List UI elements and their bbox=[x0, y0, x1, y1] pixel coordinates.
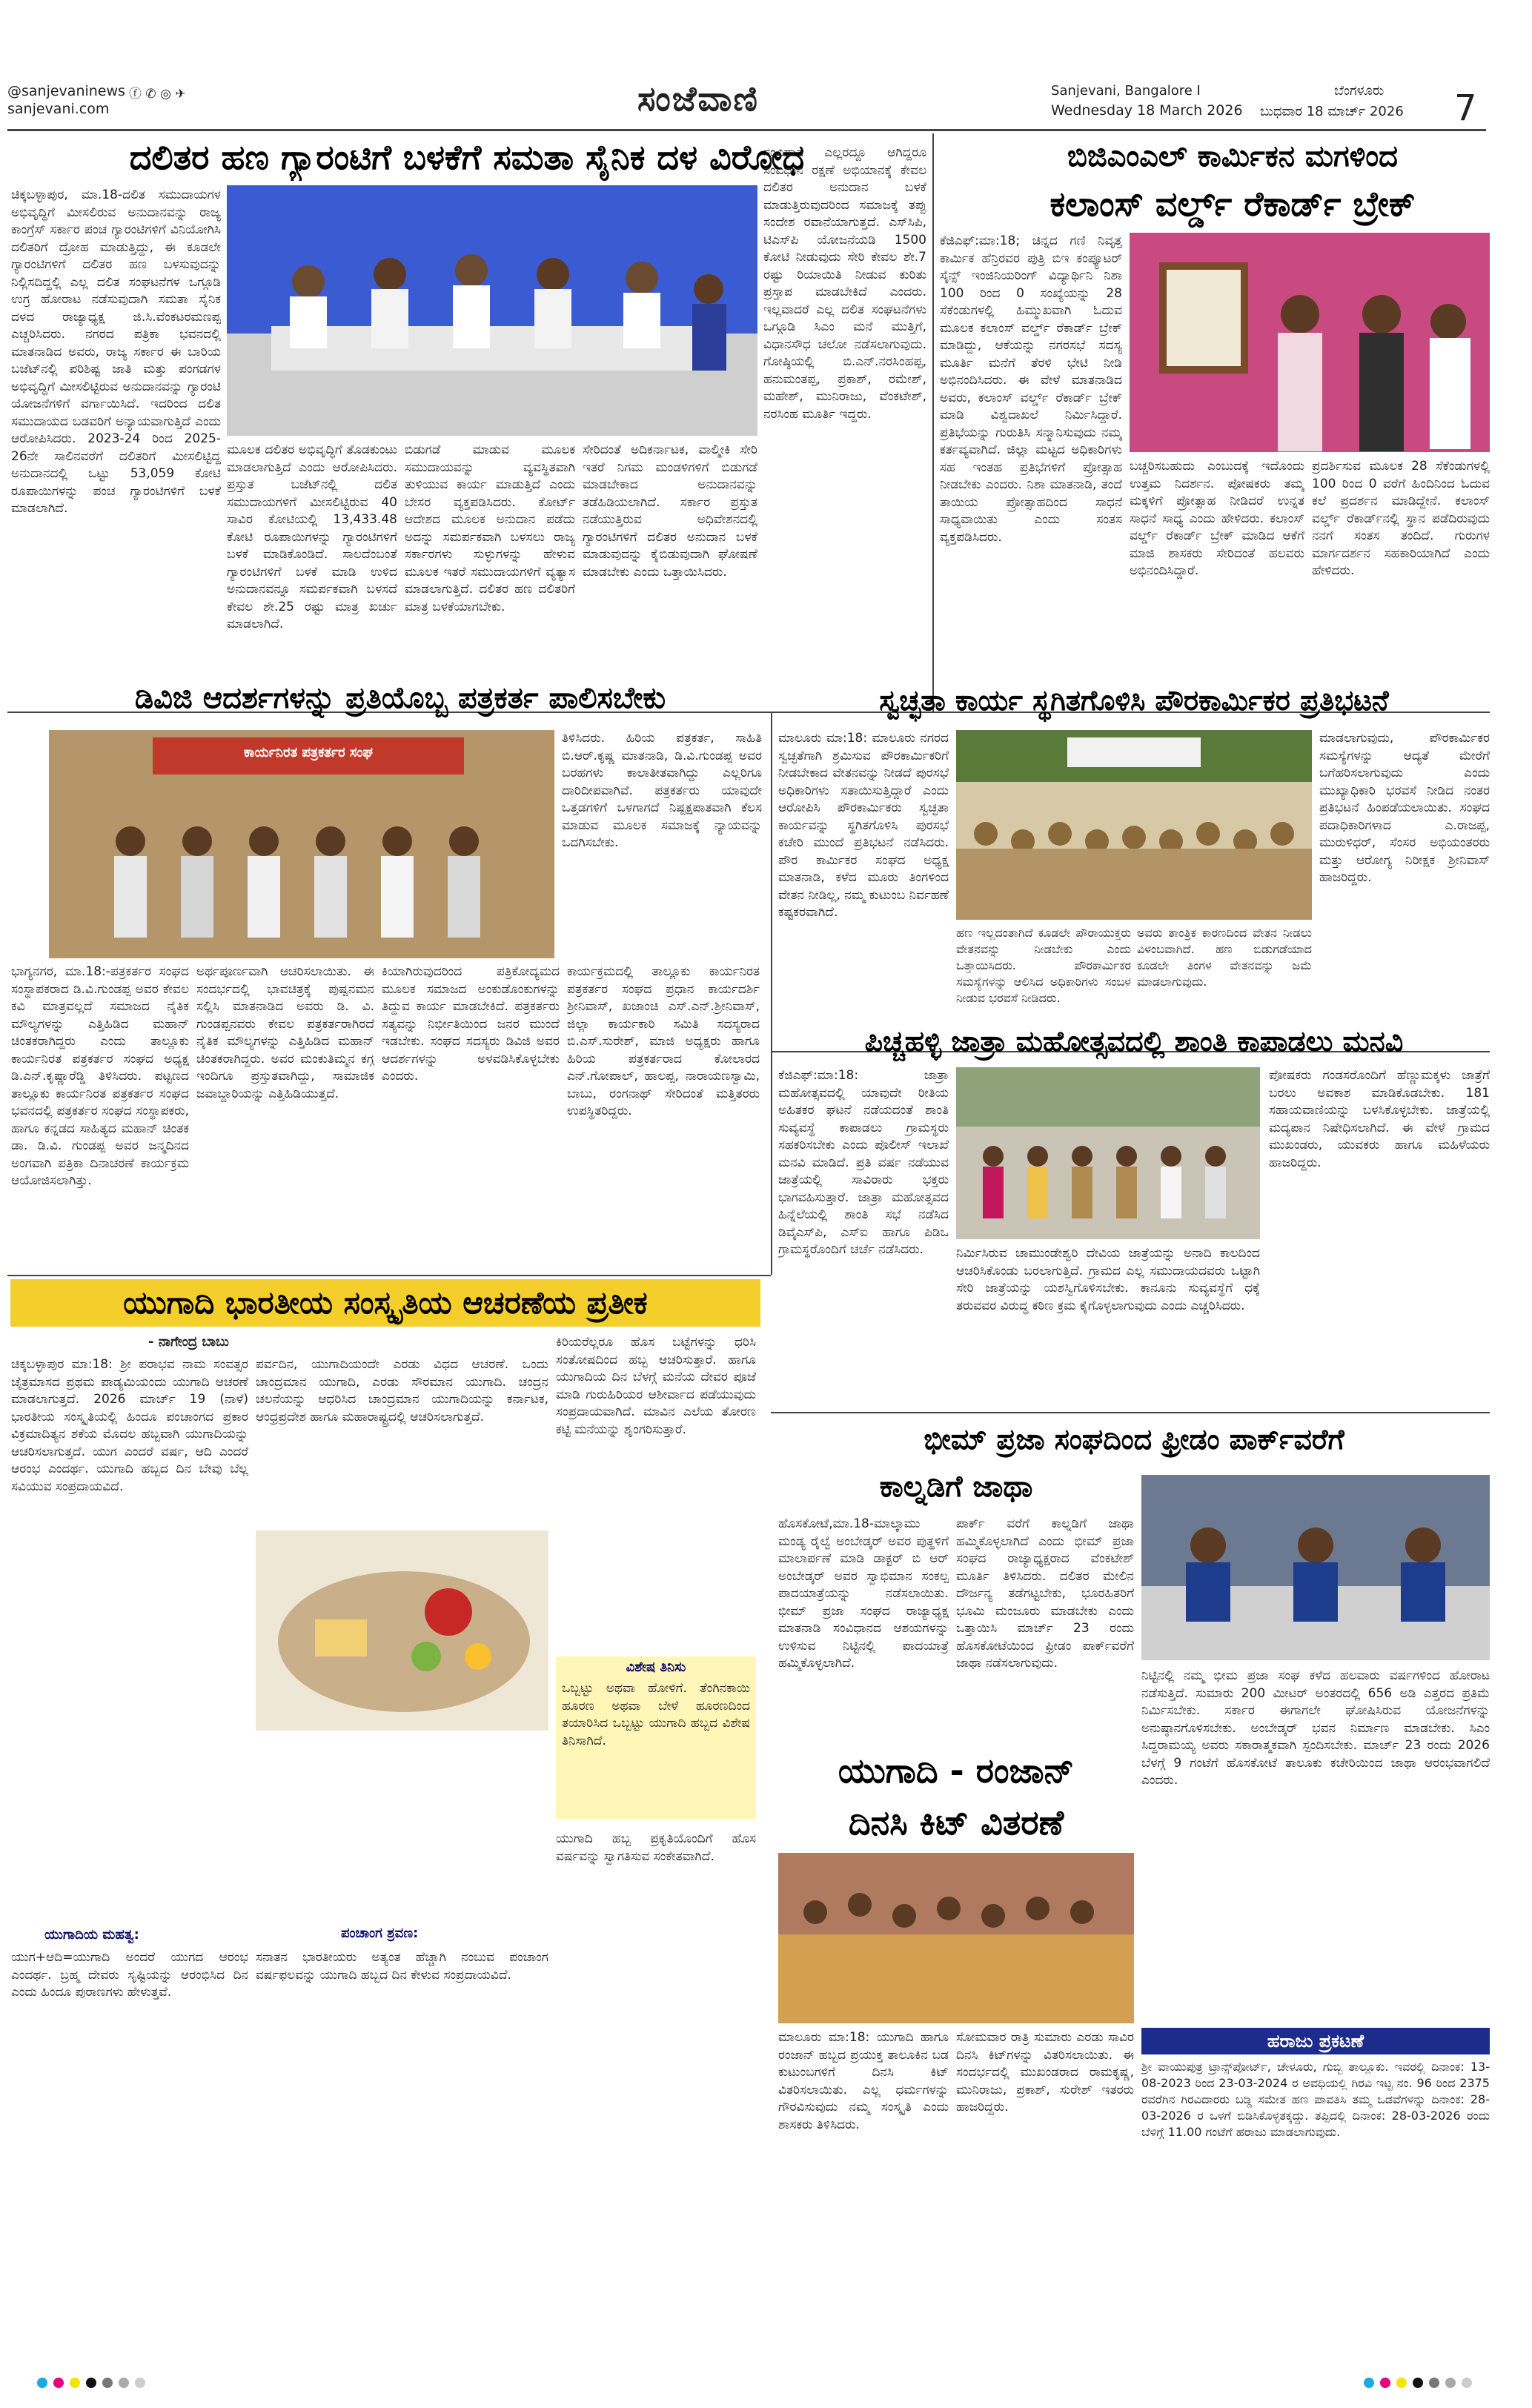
special-box-title: ವಿಶೇಷ ತಿನಿಸು bbox=[626, 1659, 686, 1675]
world-record-col-a: ಬಚ್ಚರಿಸಬಹುದು ಎಂಬುದಕ್ಕೆ ಇದೊಂದು ಉತ್ತಮ ನಿದರ್ಶನ. ಪೋಷಕರು ತಮ್ಮ ಮಕ್ಕಳಿಗೆ ಪ್ರೋತ್ಸಾಹ ನೀಡಿದರೆ ಉನ್ನತ ಸಾಧನೆ ಸಾಧ್ಯ ಎಂದು ಹೇಳಿದರು. ಕಲಾಂಸ್ ವರ್ಲ್ಡ್ ರೆಕಾರ್ಡ್ ಬ್ರೇಕ್ ಮಾಡಿದ ಆಕೆಗೆ ಮಾಜಿ ಶಾಸಕರು ಸೇರಿದಂತೆ ಹಲವರು ಅಭಿನಂದಿಸಿದ್ದಾರೆ. bbox=[1130, 459, 1304, 578]
yugadi-col2: ಕಿರಿಯರೆಲ್ಲರೂ ಹೊಸ ಬಟ್ಟೆಗಳನ್ನು ಧರಿಸಿ ಸಂತೋಷದಿಂದ ಹಬ್ಬ ಆಚರಿಸುತ್ತಾರೆ. ಹಾಗೂ ಯುಗಾದಿಯ ದಿನ ಬೆಳಗ್ಗೆ ಮನೆಯ ದೇವರ ಪೂಜೆ ಮಾಡಿ ಗುರುಹಿರಿಯರ ಆಶೀರ್ವಾದ ಪಡೆಯುವುದು ಸಂಪ್ರದಾಯವಾಗಿದೆ. ಮಾವಿನ ಎಲೆಯ ತೋರಣ ಕಟ್ಟಿ ಮನೆಯನ್ನು ಶೃಂಗರಿಸುತ್ತಾರೆ. bbox=[556, 1335, 756, 1437]
photo-ramzan bbox=[778, 1853, 1134, 2023]
headline-samata: ದಲಿತರ ಹಣ ಗ್ಯಾರಂಟಿಗೆ ಬಳಕೆಗೆ ಸಮತಾ ಸೈನಿಕ ದಳ ವಿರೋಧ bbox=[129, 137, 805, 177]
swachhata-caption-2: ಅವರು ತಾಂತ್ರಿಕ ಕಾರಣದಿಂದ ವೇತನ ನೀಡಲು ವಿಳಂಬವಾಗಿದೆ. ಹಣ ಬಿಡುಗಡೆಯಾದ ಕೂಡಲೇ ತಿಂಗಳ ವೇತನವನ್ನು ಜಮೆ ಮಾಡಲಾಗುವುದು. bbox=[1137, 926, 1312, 989]
masthead-rule bbox=[7, 129, 1486, 131]
color-dot bbox=[70, 2378, 80, 2388]
photo-pichchahalli bbox=[956, 1067, 1260, 1239]
headline-swachhata: ಸ್ವಚ್ಛತಾ ಕಾರ್ಯ ಸ್ಥಗಿತಗೊಳಿಸಿ ಪೌರಕಾರ್ಮಿಕರ ಪ್ರತಿಭಟನೆ bbox=[879, 684, 1389, 717]
photo-samata-press bbox=[227, 185, 757, 436]
yugadi-bottom-mid: ಸನಾತನ ಭಾರತೀಯರು ಅತ್ಯಂತ ಹೆಚ್ಚಾಗಿ ನಂಬುವ ಪಂಚಾಂಗ ವರ್ಷಫಲವನ್ನು ಯುಗಾದಿ ಹಬ್ಬದ ದಿನ ಕೇಳುವ ಸಂಪ್ರದಾಯವಿದೆ. bbox=[256, 1950, 548, 1983]
color-dot bbox=[1396, 2378, 1407, 2388]
photo-world-record bbox=[1130, 233, 1490, 452]
dvg-body-right: ತಿಳಿಸಿದರು. ಹಿರಿಯ ಪತ್ರಕರ್ತ, ಸಾಹಿತಿ ಬಿ.ಆರ್.ಕೃಷ್ಣ ಮಾತನಾಡಿ, ಡಿ.ವಿ.ಗುಂಡಪ್ಪ ಅವರ ಬರಹಗಳು ಕಾಲಾತೀತವಾಗಿದ್ದು ಎಲ್ಲರಿಗೂ ದಾರಿದೀಪವಾಗಿವೆ. ಪತ್ರಕರ್ತರು ಯಾವುದೇ ಒತ್ತಡಗಳಿಗೆ ಒಳಗಾಗದೆ ನಿಷ್ಪಕ್ಷಪಾತವಾಗಿ ಕೆಲಸ ಮಾಡುವ ಮೂಲಕ ಸಮಾಜಕ್ಕೆ ನ್ಯಾಯವನ್ನು ಒದಗಿಸಬೇಕು. bbox=[562, 731, 762, 850]
twitter-icon[interactable]: ✈ bbox=[175, 87, 186, 102]
byline-yugadi: - ನಾಗೇಂದ್ರ ಬಾಬು bbox=[148, 1334, 229, 1350]
yugadi-importance-title: ಯುಗಾದಿಯ ಮಹತ್ವ: bbox=[44, 1927, 139, 1943]
instagram-icon[interactable]: ◎ bbox=[160, 87, 171, 102]
social-handle: @sanjevaninews bbox=[7, 83, 125, 99]
festival-plate-photo-art bbox=[256, 1530, 548, 1731]
color-dot bbox=[53, 2378, 64, 2388]
samata-col1: ಚಿಕ್ಕಬಳ್ಳಾಪುರ, ಮಾ.18-ದಲಿತ ಸಮುದಾಯಗಳ ಅಭಿವೃದ್ಧಿಗೆ ಮೀಸಲಿರುವ ಅನುದಾನವನ್ನು ರಾಜ್ಯ ಕಾಂಗ್ರೆಸ್ ಸರ್ಕಾರ ಪಂಚ ಗ್ಯಾರಂಟಿಗಳಿಗೆ ವಿನಿಯೋಗಿಸಿ ದಲಿತರಿಗೆ ದ್ರೋಹ ಮಾಡುತ್ತಿದ್ದು, ಈ ಕೂಡಲೇ ಗ್ಯಾರಂಟಿಗಳಿಗೆ ದಲಿತರ ಹಣ ಬಳಸುವುದನ್ನು ನಿಲ್ಲಿಸದಿದ್ದಲ್ಲಿ ಎಲ್ಲ ದಲಿತ ಸಂಘಟನೆಗಳ ಒಗ್ಗೂಡಿ ಉಗ್ರ ಹೋರಾಟ ನಡೆಸುವುದಾಗಿ ಸಮತಾ ಸೈನಿಕ ದಳದ ರಾಜ್ಯಾಧ್ಯಕ್ಷ ಜಿ.ಸಿ.ವೆಂಕಟರಮಣಪ್ಪ ಎಚ್ಚರಿಸಿದರು. ನಗರದ ಪತ್ರಿಕಾ ಭವನದಲ್ಲಿ ಮಾತನಾಡಿದ ಅವರು, ರಾಜ್ಯ ಸರ್ಕಾರ ಈ ಬಾರಿಯ ಬಜೆಟ್‌ನಲ್ಲಿ ಪರಿಶಿಷ್ಟ ಜಾತಿ ಮತ್ತು ಪಂಗಡಗಳ ಅಭಿವೃದ್ಧಿಗೆ ಮೀಸಲಿಟ್ಟಿರುವ ಅನುದಾನವನ್ನು ಗ್ಯಾರಂಟಿ ಯೋಜನೆಗಳಿಗೆ ವರ್ಗಾಯಿಸಿದೆ. ಇದರಿಂದ ದಲಿತ ಸಮುದಾಯದ ಬಡವರಿಗೆ ಅನ್ಯಾಯವಾಗುತ್ತಿದೆ ಎಂದು ಆರೋಪಿಸಿದರು. 2023-24 ರಿಂದ 2025-26ನೇ ಸಾಲಿನವರೆಗೆ ದಲಿತರಿಗೆ ಮೀಸಲಿಟ್ಟಿದ್ದ ಅನುದಾನದಲ್ಲಿ ಒಟ್ಟು 53,059 ಕೋಟಿ ರೂಪಾಯಿಗಳನ್ನು ಪಂಚ ಗ್ಯಾರಂಟಿಗಳಿಗೆ ಬಳಕೆ ಮಾಡಲಾಗಿದೆ. bbox=[11, 188, 221, 516]
color-dot bbox=[37, 2378, 47, 2388]
site-url[interactable]: sanjevani.com bbox=[7, 101, 110, 117]
divider-vertical-mid bbox=[771, 712, 772, 1275]
pichchahalli-col2: ನಿರ್ಮಿಸಿರುವ ಚಾಮುಂಡೇಶ್ವರಿ ದೇವಿಯ ಜಾತ್ರೆಯನ್ನು ಅನಾದಿ ಕಾಲದಿಂದ ಆಚರಿಸಿಕೊಂಡು ಬರಲಾಗುತ್ತಿದೆ. ಗ್ರಾಮದ ಎಲ್ಲ ಸಮುದಾಯದವರು ಒಟ್ಟಾಗಿ ಸೇರಿ ಜಾತ್ರೆಯನ್ನು ಯಶಸ್ವಿಗೊಳಿಸಬೇಕು. ಕಾನೂನು ಸುವ್ಯವಸ್ಥೆಗೆ ಧಕ್ಕೆ ತರುವವರ ವಿರುದ್ಧ ಕಠಿಣ ಕ್ರಮ ಕೈಗೊಳ್ಳಲಾಗುವುದು ಎಂದು ಎಚ್ಚರಿಸಿದರು. bbox=[956, 1246, 1260, 1313]
color-dot bbox=[102, 2378, 113, 2388]
dvg-col2: ಅರ್ಥಪೂರ್ಣವಾಗಿ ಆಚರಿಸಲಾಯಿತು. ಈ ಸಂದರ್ಭದಲ್ಲಿ ಭಾವಚಿತ್ರಕ್ಕೆ ಪುಷ್ಪನಮನ ಸಲ್ಲಿಸಿ ಮಾತನಾಡಿದ ಅವರು ಡಿ. ವಿ. ಗುಂಡಪ್ಪನವರು ಕೇವಲ ಪತ್ರಕರ್ತರಾಗಿರದೆ ನೈತಿಕ ಮೌಲ್ಯಗಳನ್ನು ಎತ್ತಿಹಿಡಿದ ಮಹಾನ್ ಚಿಂತಕರಾಗಿದ್ದರು. ಅವರ ಮಂಕುತಿಮ್ಮನ ಕಗ್ಗ ಇಂದಿಗೂ ಪ್ರಸ್ತುತವಾಗಿದ್ದು, ಸಾಮಾಜಿಕ ಜವಾಬ್ದಾರಿಯನ್ನು ಎತ್ತಿಹಿಡಿಯುತ್ತದೆ. bbox=[196, 964, 374, 1101]
color-dot bbox=[1364, 2378, 1374, 2388]
headline-dvg: ಡಿವಿಜಿ ಆದರ್ಶಗಳನ್ನು ಪ್ರತಿಯೊಬ್ಬ ಪತ್ರಕರ್ತ ಪಾಲಿಸಬೇಕು bbox=[134, 681, 666, 715]
pichchahalli-col1: ಕೆಜಿಎಫ್:ಮಾ:18: ಜಾತ್ರಾ ಮಹೋತ್ಸವದಲ್ಲಿ ಯಾವುದೇ ರೀತಿಯ ಅಹಿತಕರ ಘಟನೆ ನಡೆಯದಂತೆ ಶಾಂತಿ ಸುವ್ಯವಸ್ಥೆ ಕಾಪಾಡಲು ಗ್ರಾಮಸ್ಥರು ಸಹಕರಿಸಬೇಕು ಎಂದು ಪೊಲೀಸ್ ಇಲಾಖೆ ಮನವಿ ಮಾಡಿದೆ. ಪ್ರತಿ ವರ್ಷ ನಡೆಯುವ ಜಾತ್ರೆಯಲ್ಲಿ ಸಾವಿರಾರು ಭಕ್ತರು ಭಾಗವಹಿಸುತ್ತಾರೆ. ಜಾತ್ರಾ ಮಹೋತ್ಸವದ ಹಿನ್ನೆಲೆಯಲ್ಲಿ ಶಾಂತಿ ಸಭೆ ನಡೆಸಿದ ಡಿವೈಎಸ್‌ಪಿ, ಎಸ್‌ಐ ಹಾಗೂ ಪಿಡಿಒ ಗ್ರಾಮಸ್ಥರೊಂದಿಗೆ ಚರ್ಚೆ ನಡೆಸಿದರು. bbox=[778, 1068, 949, 1257]
press-meet-photo-art bbox=[227, 185, 757, 436]
edition-label: Sanjevani, Bangalore I bbox=[1051, 83, 1201, 99]
photo-dvg-event bbox=[49, 730, 554, 958]
headline-bhim-1: ಭೀಮ್ ಪ್ರಜಾ ಸಂಘದಿಂದ ಫ್ರೀಡಂ ಪಾರ್ಕ್‌ವರೆಗೆ bbox=[923, 1423, 1344, 1456]
color-dot bbox=[119, 2378, 129, 2388]
peace-meeting-photo-art bbox=[956, 1067, 1260, 1239]
yugadi-bottom-left: ಯುಗ+ಆದಿ=ಯುಗಾದಿ ಅಂದರೆ ಯುಗದ ಆರಂಭ ಎಂದರ್ಥ. ಬ್ರಹ್ಮ ದೇವರು ಸೃಷ್ಟಿಯನ್ನು ಆರಂಭಿಸಿದ ದಿನ ಎಂದು ಹಿಂದೂ ಪುರಾಣಗಳು ಹೇಳುತ್ತವೆ. bbox=[11, 1950, 248, 2000]
date-english: Wednesday 18 March 2026 bbox=[1051, 102, 1243, 119]
bhim-col2: ಪಾರ್ಕ್ ವರೆಗೆ ಕಾಲ್ನಡಿಗೆ ಜಾಥಾ ಹಮ್ಮಿಕೊಳ್ಳಲಾಗಿದೆ ಎಂದು ಭೀಮ್ ಪ್ರಜಾ ಸಂಘದ ರಾಜ್ಯಾಧ್ಯಕ್ಷರಾದ ವೆಂಕಟೇಶ್ ಮೂರ್ತಿ ತಿಳಿಸಿದರು. ದಲಿತರ ಮೇಲಿನ ದೌರ್ಜನ್ಯ ತಡೆಗಟ್ಟಬೇಕು, ಭೂರಹಿತರಿಗೆ ಭೂಮಿ ಮಂಜೂರು ಮಾಡಬೇಕು ಎಂದು ಒತ್ತಾಯಿಸಿ ಮಾರ್ಚ್ 23 ರಂದು ಹೊಸಕೋಟೆಯಿಂದ ಫ್ರೀಡಂ ಪಾರ್ಕ್‌ವರೆಗೆ ಜಾಥಾ ನಡೆಸಲಾಗುವುದು. bbox=[956, 1516, 1134, 1671]
workers-protest-photo-art bbox=[956, 730, 1312, 920]
headline-bhim-2: ಕಾಲ್ನಡಿಗೆ ಜಾಥಾ bbox=[879, 1470, 1033, 1504]
photo-swachhata bbox=[956, 730, 1312, 920]
color-dot bbox=[1429, 2378, 1439, 2388]
bhim-col3: ನಿಟ್ಟಿನಲ್ಲಿ ನಮ್ಮ ಭೀಮ ಪ್ರಜಾ ಸಂಘ ಕಳೆದ ಹಲವಾರು ವರ್ಷಗಳಿಂದ ಹೋರಾಟ ನಡೆಸುತ್ತಿದೆ. ಸುಮಾರು 200 ಮೀಟರ್ ಅಂತರದಲ್ಲಿ 656 ಅಡಿ ಎತ್ತರದ ಪ್ರತಿಮೆ ನಿರ್ಮಿಸಬೇಕು. ಸರ್ಕಾರ ಈಗಾಗಲೇ ಘೋಷಿಸಿರುವ ಯೋಜನೆಗಳನ್ನು ಅನುಷ್ಠಾನಗೊಳಿಸಬೇಕು. ಅಂಬೇಡ್ಕರ್ ಭವನ ನಿರ್ಮಾಣ ಮಾಡಬೇಕು. ಸಿಎಂ ಸಿದ್ದರಾಮಯ್ಯ ಅವರು ಸಕಾರಾತ್ಮಕವಾಗಿ ಸ್ಪಂದಿಸಬೇಕು. ಮಾರ್ಚ್ 23 ರಂದು 2026 ಬೆಳಗ್ಗೆ 9 ಗಂಟೆಗೆ ಹೊಸಕೋಟೆ ತಾಲೂಕು ಕಚೇರಿಯಿಂದ ಜಾಥಾ ಆರಂಭವಾಗಲಿದೆ ಎಂದರು. bbox=[1141, 1668, 1490, 1788]
notice-title: ಹರಾಜು ಪ್ರಕಟಣೆ bbox=[1141, 2028, 1490, 2054]
color-dot bbox=[1462, 2378, 1472, 2388]
swachhata-caption: ಹಣ ಇಲ್ಲದಂತಾಗಿದೆ ಕೂಡಲೇ ಪೌರಾಯುಕ್ತರು ವೇತನವನ್ನು ನೀಡಬೇಕು ಎಂದು ಒತ್ತಾಯಿಸಿದರು. ಪೌರಕಾರ್ಮಿಕರ ಸಮಸ್ಯೆಗಳನ್ನು ಆಲಿಸಿದ ಅಧಿಕಾರಿಗಳು ಸಂಬಳ ನೀಡುವ ಭರವಸೆ ನೀಡಿದರು. bbox=[956, 926, 1131, 1005]
dvg-col3: ಕಿಯಾಗಿರುವುದರಿಂದ ಪತ್ರಿಕೋದ್ಯಮದ ಮೂಲಕ ಸಮಾಜದ ಅಂಕುಡೊಂಕುಗಳನ್ನು ತಿದ್ದುವ ಕಾರ್ಯ ಮಾಡಬೇಕಿದೆ. ಪತ್ರಕರ್ತರು ಸತ್ಯವನ್ನು ನಿರ್ಭೀತಿಯಿಂದ ಜನರ ಮುಂದೆ ಇಡಬೇಕು. ಸಂಘದ ಸದಸ್ಯರು ಡಿವಿಜಿ ಅವರ ಆದರ್ಶಗಳನ್ನು ಅಳವಡಿಸಿಕೊಳ್ಳಬೇಕು ಎಂದರು. bbox=[382, 964, 560, 1084]
notice-text: ಶ್ರೀ ವಾಯುಪುತ್ರ ಟ್ರಾನ್ಸ್‌ಪೋರ್ಟ್, ಚೇಳೂರು, ಗುಬ್ಬಿ ತಾಲ್ಲೂಕು. ಇವರಲ್ಲಿ ದಿನಾಂಕ: 13-08-2023 ರಿಂದ 23-03-2024 ರ ಅವಧಿಯಲ್ಲಿ ಗಿರವಿ ಇಟ್ಟ ನಂ. 96 ರಿಂದ 2375 ರವರೆಗಿನ ಗಿರವಿದಾರರು ಬಡ್ಡಿ ಸಮೇತ ಹಣ ಪಾವತಿಸಿ ತಮ್ಮ ಒಡವೆಗಳನ್ನು ದಿನಾಂಕ: 28-03-2026 ರ ಒಳಗೆ ಬಿಡಿಸಿಕೊಳ್ಳತಕ್ಕದ್ದು. ತಪ್ಪಿದಲ್ಲಿ ದಿನಾಂಕ: 28-03-2026 ರಂದು ಬೆಳಿಗ್ಗೆ 11.00 ಗಂಟೆಗೆ ಹರಾಜು ಮಾಡಲಾಗುವುದು. bbox=[1141, 2060, 1490, 2139]
world-record-body: ಕೆಜಿಎಫ್:ಮಾ:18; ಚಿನ್ನದ ಗಣಿ ನಿವೃತ್ತ ಕಾರ್ಮಿಕ ಹೆನ್ರಿರವರ ಪುತ್ರಿ ಬಿಇ ಕಂಪ್ಯೂಟರ್ ಸೈನ್ಸ್ ಇಂಜಿನಿಯರಿಂಗ್ ವಿದ್ಯಾರ್ಥಿನಿ ನಿಶಾ 100 ರಿಂದ 0 ಸಂಖ್ಯೆಯನ್ನು 28 ಸೆಕೆಂಡುಗಳಲ್ಲಿ ಹಿಮ್ಮುಖವಾಗಿ ಓದುವ ಮೂಲಕ ಕಲಾಂಸ್ ವರ್ಲ್ಡ್ ರೆಕಾರ್ಡ್ ಬ್ರೇಕ್ ಮಾಡಿದ್ದು, ಆಕೆಯನ್ನು ನಗರಸಭೆ ಸದಸ್ಯ ಮೂರ್ತಿ ಮನೆಗೆ ತೆರಳಿ ಭೇಟಿ ನೀಡಿ ಅಭಿನಂದಿಸಿದರು. ಈ ವೇಳೆ ಮಾತನಾಡಿದ ಅವರು, ಕಲಾಂಸ್ ವರ್ಲ್ಡ್ ರೆಕಾರ್ಡ್ ಬ್ರೇಕ್ ಮಾಡಿ ವಿಶ್ವದಾಖಲೆ ನಿರ್ಮಿಸಿದ್ದಾರೆ. ಪ್ರತಿಭೆಯನ್ನು ಗುರುತಿಸಿ ಸನ್ಮಾನಿಸುವುದು ನಮ್ಮ ಕರ್ತವ್ಯವಾಗಿದೆ. ಜಿಲ್ಲಾ ಮಟ್ಟದ ಅಧಿಕಾರಿಗಳು ಸಹ ಇಂತಹ ಪ್ರತಿಭೆಗಳಿಗೆ ಪ್ರೋತ್ಸಾಹ ನೀಡಬೇಕು ಎಂದರು. ನಿಶಾ ಮಾತನಾಡಿ, ತಂದೆ ತಾಯಿಯ ಪ್ರೋತ್ಸಾಹದಿಂದ ಸಾಧನೆ ಸಾಧ್ಯವಾಯಿತು ಎಂದು ಸಂತಸ ವ್ಯಕ್ತಪಡಿಸಿದರು. bbox=[940, 233, 1122, 545]
headline-pichchahalli: ಪಿಚ್ಚಹಳ್ಳಿ ಜಾತ್ರಾ ಮಹೋತ್ಸವದಲ್ಲಿ ಶಾಂತಿ ಕಾಪಾಡಲು ಮನವಿ bbox=[864, 1025, 1404, 1058]
yugadi-col3: ಪರ್ವದಿನ, ಯುಗಾದಿಯಂದೇ ಎರಡು ವಿಧದ ಆಚರಣೆ. ಒಂದು ಚಾಂದ್ರಮಾನ ಯುಗಾದಿ, ಎರಡು ಸೌರಮಾನ ಯುಗಾದಿ. ಚಂದ್ರನ ಚಲನೆಯನ್ನು ಆಧರಿಸಿದ ಚಾಂದ್ರಮಾನ ಯುಗಾದಿಯನ್ನು ಕರ್ನಾಟಕ, ಆಂಧ್ರಪ್ರದೇಶ ಹಾಗೂ ಮಹಾರಾಷ್ಟ್ರದಲ್ಲಿ ಆಚರಿಸಲಾಗುತ್ತದೆ. bbox=[256, 1357, 548, 1424]
headline-ramzan-2: ದಿನಸಿ ಕಿಟ್ ವಿತರಣೆ bbox=[848, 1802, 1064, 1843]
panchanga-title: ಪಂಚಾಂಗ ಶ್ರವಣ: bbox=[341, 1926, 419, 1941]
headline-ramzan-1: ಯುಗಾದಿ - ರಂಜಾನ್ bbox=[838, 1751, 1075, 1791]
special-box-text: ಒಬ್ಬಟ್ಟು ಅಥವಾ ಹೋಳಿಗೆ. ತೆಂಗಿನಕಾಯಿ ಹೂರಣ ಅಥವಾ ಬೇಳೆ ಹೂರಣದಿಂದ ತಯಾರಿಸಿದ ಒಬ್ಬಟ್ಟು ಯುಗಾದಿ ಹಬ್ಬದ ವಿಶೇಷ ತಿನಿಸಾಗಿದೆ. bbox=[562, 1681, 750, 1748]
photo-bhim bbox=[1141, 1475, 1490, 1660]
dvg-banner-text: ಕಾರ್ಯನಿರತ ಪತ್ರಕರ್ತರ ಸಂಘ bbox=[243, 745, 374, 760]
paper-logo: ಸಂಜೆವಾಣಿ bbox=[637, 79, 759, 119]
samata-col3: ಬಿಡುಗಡೆ ಮಾಡುವ ಮೂಲಕ ಸಮುದಾಯವನ್ನು ವ್ಯವಸ್ಥಿತವಾಗಿ ತುಳಿಯುವ ಕಾರ್ಯ ಮಾಡುತ್ತಿದೆ ಎಂದು ಬೇಸರ ವ್ಯಕ್ತಪಡಿಸಿದರು. ಕೋರ್ಟ್‌ ಆದೇಶದ ಮೂಲಕ ಅನುದಾನ ಪಡೆದು ಅದನ್ನು ಸಮರ್ಪಕವಾಗಿ ಬಳಸಲು ರಾಜ್ಯ ಸರ್ಕಾರಗಳು ಸುಳ್ಳುಗಳನ್ನು ಹೇಳುವ ಮೂಲಕ ಇತರೆ ಸಮುದಾಯಗಳಿಗೆ ವ್ಯತ್ಯಾಸ ಮಾಡಲಾಗುತ್ತಿದೆ. ದಲಿತರ ಹಣ ದಲಿತರಿಗೆ ಮಾತ್ರ ಬಳಕೆಯಾಗಬೇಕು. bbox=[405, 442, 575, 614]
samata-col5: ಸಂವಿಧಾನ ಎಲ್ಲರದ್ದೂ ಆಗಿದ್ದರೂ ಸಂವಿಧಾನ ರಕ್ಷಣೆ ಅಭಿಯಾನಕ್ಕೆ ಕೇವಲ ದಲಿತರ ಅನುದಾನ ಬಳಕೆ ಮಾಡುತ್ತಿರುವುದರಿಂದ ಸಮಾಜಕ್ಕೆ ತಪ್ಪು ಸಂದೇಶ ರವಾನೆಯಾಗುತ್ತದೆ. ಎಸ್‌ಸಿಪಿ, ಟಿಎಸ್‌ಪಿ ಯೋಜನೆಯಡಿ 1500 ಕೋಟಿ ನೀಡುವುದು ಸೇರಿ ಕೇವಲ ಶೇ.7 ರಷ್ಟು ರಿಯಾಯಿತಿ ನೀಡುವ ಕುರಿತು ಪ್ರಸ್ತಾಪ ಮಾಡಬೇಕಿದೆ ಎಂದರು. ಇಲ್ಲವಾದರೆ ಎಲ್ಲ ದಲಿತ ಸಂಘಟನೆಗಳು ಒಗ್ಗೂಡಿ ಸಿಎಂ ಮನೆ ಮುತ್ತಿಗೆ, ವಿಧಾನಸೌಧ ಚಲೋ ನಡೆಸಲಾಗುವುದು. ಗೋಷ್ಠಿಯಲ್ಲಿ ಬಿ.ಎನ್.ನರಸಿಂಹಪ್ಪ, ಹನುಮಂತಪ್ಪ, ಪ್ರಕಾಶ್, ರಮೇಶ್, ಮಹೇಶ್, ಮುನಿರಾಜು, ವೆಂಕಟೇಶ್, ನರಸಿಂಹ ಮೂರ್ತಿ ಇದ್ದರು. bbox=[763, 145, 926, 422]
color-dot bbox=[1380, 2378, 1390, 2388]
kit-distribution-photo-art bbox=[778, 1853, 1134, 2023]
date-kannada: ಬುಧವಾರ 18 ಮಾರ್ಚ್ 2026 bbox=[1260, 104, 1404, 119]
headline-world-record-1: ಬಿಜಿಎಂಎಲ್ ಕಾರ್ಮಿಕನ ಮಗಳಿಂದ bbox=[1067, 139, 1398, 173]
divider-row-2-left bbox=[7, 1275, 771, 1276]
bhim-press-photo-art bbox=[1141, 1475, 1490, 1660]
ramzan-col1: ಮಾಲೂರು ಮಾ:18: ಯುಗಾದಿ ಹಾಗೂ ರಂಜಾನ್ ಹಬ್ಬದ ಪ್ರಯುಕ್ತ ತಾಲೂಕಿನ ಬಡ ಕುಟುಂಬಗಳಿಗೆ ದಿನಸಿ ಕಿಟ್ ವಿತರಿಸಲಾಯಿತು. ಎಲ್ಲ ಧರ್ಮಗಳನ್ನು ಗೌರವಿಸುವುದು ನಮ್ಮ ಸಂಸ್ಕೃತಿ ಎಂದು ಶಾಸಕರು ತಿಳಿಸಿದರು. bbox=[778, 2030, 949, 2132]
yugadi-special-box bbox=[556, 1656, 756, 1820]
yugadi-col1: ಚಿಕ್ಕಬಳ್ಳಾಪುರ ಮಾ:18: ಶ್ರೀ ಪರಾಭವ ನಾಮ ಸಂವತ್ಸರ ಚೈತ್ರಮಾಸದ ಪ್ರಥಮ ಪಾಡ್ಯಮಿಯಂದು ಯುಗಾದಿ ಆಚರಣೆ ಮಾಡಲಾಗುತ್ತದೆ. 2026 ಮಾರ್ಚ್ 19 (ನಾಳೆ) ಭಾರತೀಯ ಸಂಸ್ಕೃತಿಯಲ್ಲಿ ಹಿಂದೂ ಪಂಚಾಂಗದ ಪ್ರಕಾರ ವಿಕ್ರಮಾದಿತ್ಯನ ಶಕೆಯ ಮೊದಲ ಹಬ್ಬವಾಗಿ ಯುಗಾದಿಯನ್ನು ಆಚರಿಸಲಾಗುತ್ತದೆ. ಯುಗ ಎಂದರೆ ವರ್ಷ, ಆದಿ ಎಂದರೆ ಆರಂಭ ಎಂದರ್ಥ. ಯುಗಾದಿ ಹಬ್ಬದ ದಿನ ಬೇವು ಬೆಲ್ಲ ಸವಿಯುವ ಸಂಪ್ರದಾಯವಿದೆ. bbox=[11, 1357, 248, 1494]
headline-yugadi-culture: ಯುಗಾದಿ ಭಾರತೀಯ ಸಂಸ್ಕೃತಿಯ ಆಚರಣೆಯ ಪ್ರತೀಕ bbox=[10, 1279, 760, 1327]
facebook-icon[interactable]: ⓕ bbox=[129, 87, 142, 102]
dvg-col1: ಭಾಗ್ಯನಗರ, ಮಾ.18:-ಪತ್ರಕರ್ತರ ಸಂಘದ ಸಂಸ್ಥಾಪಕರಾದ ಡಿ.ವಿ.ಗುಂಡಪ್ಪ ಅವರ ಕೇವಲ ಕವಿ ಮಾತ್ರವಲ್ಲದೆ ಸಮಾಜದ ನೈತಿಕ ಮೌಲ್ಯಗಳನ್ನು ಎತ್ತಿಹಿಡಿದ ಮಹಾನ್ ಚಿಂತಕರಾಗಿದ್ದರು ಎಂದು ತಾಲ್ಲೂಕು ಕಾರ್ಯನಿರತ ಪತ್ರಕರ್ತರ ಸಂಘದ ಅಧ್ಯಕ್ಷ ಡಿ.ಎನ್.ಕೃಷ್ಣಾರೆಡ್ಡಿ ತಿಳಿಸಿದರು. ಪಟ್ಟಣದ ತಾಲ್ಲೂಕು ಕಾರ್ಯನಿರತ ಪತ್ರಕರ್ತರ ಸಂಘದ ಭವನದಲ್ಲಿ ಪತ್ರಕರ್ತರ ಸಂಘದ ಸಂಸ್ಥಾಪಕರು, ಹಾಗೂ ಕನ್ನಡದ ಸಾಹಿತ್ಯದ ಮಹಾನ್ ಚಿಂತಕ ಡಾ. ಡಿ.ವಿ. ಗುಂಡಪ್ಪ ಅವರ ಜನ್ಮದಿನದ ಅಂಗವಾಗಿ ಪತ್ರಿಕಾ ದಿನಾಚರಣೆ ಕಾರ್ಯಕ್ರಮ ಆಯೋಜಿಸಲಾಗಿತ್ತು. bbox=[11, 964, 189, 1188]
pichchahalli-col3: ಪೋಷಕರು ಗಂಡಸರೊಂದಿಗೆ ಹೆಣ್ಣುಮಕ್ಕಳು ಜಾತ್ರೆಗೆ ಬರಲು ಅವಕಾಶ ಮಾಡಿಕೊಡಬೇಕು. 181 ಸಹಾಯವಾಣಿಯನ್ನು ಬಳಸಿಕೊಳ್ಳಬೇಕು. ಜಾತ್ರೆಯಲ್ಲಿ ಮದ್ಯಪಾನ ನಿಷೇಧಿಸಲಾಗಿದೆ. ಈ ವೇಳೆ ಗ್ರಾಮದ ಮುಖಂಡರು, ಯುವಕರು ಹಾಗೂ ಮಹಿಳೆಯರು ಹಾಜರಿದ್ದರು. bbox=[1269, 1068, 1490, 1170]
page-number: 7 bbox=[1454, 87, 1477, 129]
swachhata-col1: ಮಾಲೂರು ಮಾ:18: ಮಾಲೂರು ನಗರದ ಸ್ವಚ್ಛತೆಗಾಗಿ ಶ್ರಮಿಸುವ ಪೌರಕಾರ್ಮಿಕರಿಗೆ ನೀಡಬೇಕಾದ ವೇತನವನ್ನು ನೀಡದೆ ಪುರಸಭೆ ಅಧಿಕಾರಿಗಳು ಸತಾಯಿಸುತ್ತಿದ್ದಾರೆ ಎಂದು ಆರೋಪಿಸಿ ಪೌರಕಾರ್ಮಿಕರು ಸ್ವಚ್ಛತಾ ಕಾರ್ಯವನ್ನು ಸ್ಥಗಿತಗೊಳಿಸಿ ಪುರಸಭೆ ಕಚೇರಿ ಮುಂದೆ ಪ್ರತಿಭಟನೆ ನಡೆಸಿದರು. ಪೌರ ಕಾರ್ಮಿಕರ ಸಂಘದ ಅಧ್ಯಕ್ಷ ಮಾತನಾಡಿ, ಕಳೆದ ಮೂರು ತಿಂಗಳಿಂದ ವೇತನ ನೀಡಿಲ್ಲ, ನಮ್ಮ ಕುಟುಂಬ ನಿರ್ವಹಣೆ ಕಷ್ಟಕರವಾಗಿದೆ. bbox=[778, 731, 949, 920]
divider-vertical-top bbox=[932, 133, 934, 712]
color-dot bbox=[135, 2378, 145, 2388]
ramzan-col2: ಸೋಮವಾರ ರಾತ್ರಿ ಸುಮಾರು ಎರಡು ಸಾವಿರ ದಿನಸಿ ಕಿಟ್‌ಗಳನ್ನು ವಿತರಿಸಲಾಯಿತು. ಈ ಸಂದರ್ಭದಲ್ಲಿ ಮುಖಂಡರಾದ ರಾಮಕೃಷ್ಣ, ಮುನಿರಾಜು, ಪ್ರಕಾಶ್, ಸುರೇಶ್ ಇತರರು ಹಾಜರಿದ್ದರು. bbox=[956, 2030, 1134, 2115]
color-dot bbox=[86, 2378, 96, 2388]
award-photo-art bbox=[1130, 233, 1490, 452]
color-dot bbox=[1445, 2378, 1456, 2388]
color-dot bbox=[1413, 2378, 1423, 2388]
samata-col4: ಸೇರಿದಂತೆ ಅದಿಕರ್ನಾಟಕ, ವಾಲ್ಮೀಕಿ ಸೇರಿ ಇತರೆ ನಿಗಮ ಮಂಡಳಿಗಳಿಗೆ ಬಿಡುಗಡೆ ಮಾಡಬೇಕಾದ ಅನುದಾನವನ್ನು ತಡೆಹಿಡಿಯಲಾಗಿದೆ. ಸರ್ಕಾರ ಪ್ರಸ್ತುತ ನಡೆಯುತ್ತಿರುವ ಅಧಿವೇಶನದಲ್ಲಿ ಗ್ಯಾರಂಟಿಗಳಿಗೆ ದಲಿತರ ಅನುದಾನ ಬಳಕೆ ಮಾಡುವುದನ್ನು ಕೈಬಿಡುವುದಾಗಿ ಘೋಷಣೆ ಮಾಡಬೇಕು ಎಂದು ಒತ್ತಾಯಿಸಿದರು. bbox=[583, 442, 757, 580]
samata-col2: ಮೂಲಕ ದಲಿತರ ಅಭಿವೃದ್ಧಿಗೆ ತೊಡಕುಂಟು ಮಾಡಲಾಗುತ್ತಿದೆ ಎಂದು ಆರೋಪಿಸಿದರು. ಪ್ರಸ್ತುತ ಬಜೆಟ್‌ನಲ್ಲಿ ದಲಿತ ಸಮುದಾಯಗಳಿಗೆ ಮೀಸಲಿಟ್ಟಿರುವ 40 ಸಾವಿರ ಕೋಟಿಯಲ್ಲಿ 13,433.48 ಕೋಟಿ ರೂಪಾಯಿಗಳನ್ನು ಗ್ಯಾರಂಟಿಗಳಿಗೆ ಬಳಕೆ ಮಾಡಿಕೊಂಡಿದೆ. ಸಾಲದೆಂಬಂತೆ ಗ್ಯಾರಂಟಿಗಳಿಗೆ ಬಳಕೆ ಮಾಡಿ ಉಳಿದ ಅನುದಾನವನ್ನೂ ಸಮರ್ಪಕವಾಗಿ ಬಳಸದೆ ಕೇವಲ ಶೇ.25 ರಷ್ಟು ಮಾತ್ರ ಖರ್ಚು ಮಾಡಲಾಗಿದೆ. bbox=[227, 442, 397, 631]
city-label: ಬೆಂಗಳೂರು bbox=[1334, 83, 1385, 99]
social-icons bbox=[129, 83, 186, 102]
divider-row-3-right bbox=[771, 1412, 1490, 1413]
whatsapp-icon[interactable]: ✆ bbox=[145, 87, 156, 102]
bhim-col1: ಹೊಸಕೋಟೆ,ಮಾ.18-ಮಾಲ್ಕಾಮು ಮಂಡ್ಯ ರೈಲ್ವೆ ಅಂಬೇಡ್ಕರ್‌ ಅವರ ಪುತ್ಥಳಿಗೆ ಮಾಲಾರ್ಪಣೆ ಮಾಡಿ ಡಾಕ್ಟರ್ ಬಿ ಆರ್ ಅಂಬೇಡ್ಕರ್ ಅವರ ಸ್ವಾಭಿಮಾನ ಸಂಕಲ್ಪ ಪಾದಯಾತ್ರೆಯನ್ನು ನಡೆಸಲಾಯಿತು. ಭೀಮ್ ಪ್ರಜಾ ಸಂಘದ ರಾಜ್ಯಾಧ್ಯಕ್ಷ ಮಾತನಾಡಿ ಸಂವಿಧಾನದ ಆಶಯಗಳನ್ನು ಉಳಿಸುವ ನಿಟ್ಟಿನಲ್ಲಿ ಪಾದಯಾತ್ರೆ ಹಮ್ಮಿಕೊಳ್ಳಲಾಗಿದೆ. bbox=[778, 1516, 949, 1671]
world-record-col-b: ಪ್ರದರ್ಶಿಸುವ ಮೂಲಕ 28 ಸೆಕೆಂಡುಗಳಲ್ಲಿ 100 ರಿಂದ 0 ವರೆಗೆ ಹಿಂದಿನಿಂದ ಓದುವ ಕಲೆ ಪ್ರದರ್ಶನ ಮಾಡಿದ್ದೇನೆ. ಕಲಾಂಸ್ ವರ್ಲ್ಡ್ ರೆಕಾರ್ಡ್‌ನಲ್ಲಿ ಸ್ಥಾನ ಪಡೆದಿರುವುದು ನನಗೆ ಸಂತಸ ತಂದಿದೆ. ಗುರುಗಳ ಮಾರ್ಗದರ್ಶನ ಸಹಕಾರಿಯಾಗಿದೆ ಎಂದು ಹೇಳಿದರು. bbox=[1312, 459, 1490, 578]
headline-world-record-2: ಕಲಾಂಸ್ ವರ್ಲ್ಡ್ ರೆಕಾರ್ಡ್ ಬ್ರೇಕ್ bbox=[1049, 184, 1416, 224]
yugadi-bottom-right: ಯುಗಾದಿ ಹಬ್ಬ ಪ್ರಕೃತಿಯೊಂದಿಗೆ ಹೊಸ ವರ್ಷವನ್ನು ಸ್ವಾಗತಿಸುವ ಸಂಕೇತವಾಗಿದೆ. bbox=[556, 1831, 756, 1864]
photo-yugadi-plate bbox=[256, 1530, 548, 1731]
swachhata-col2: ಮಾಡಲಾಗುವುದು, ಪೌರಕಾರ್ಮಿಕರ ಸಮಸ್ಯೆಗಳನ್ನು ಆದ್ಯತೆ ಮೇರೆಗೆ ಬಗೆಹರಿಸಲಾಗುವುದು ಎಂದು ಮುಖ್ಯಾಧಿಕಾರಿ ಭರವಸೆ ನೀಡಿದ ನಂತರ ಪ್ರತಿಭಟನೆ ಹಿಂಪಡೆಯಲಾಯಿತು. ಸಂಘದ ಪದಾಧಿಕಾರಿಗಳಾದ ಎ.ರಾಜಪ್ಪ, ಮುರುಳಿಧರ್, ಸೆಂಸರ ಅಭಿಯಂತರರು ಮತ್ತು ಆರೋಗ್ಯ ನಿರೀಕ್ಷಕ ಶ್ರೀನಿವಾಸ್ ಹಾಜರಿದ್ದರು. bbox=[1319, 731, 1490, 885]
journalist-group-photo-art bbox=[49, 730, 554, 958]
dvg-col4: ಕಾರ್ಯಕ್ರಮದಲ್ಲಿ ತಾಲ್ಲೂಕು ಕಾರ್ಯನಿರತ ಪತ್ರಕರ್ತರ ಸಂಘದ ಪ್ರಧಾನ ಕಾರ್ಯದರ್ಶಿ ಶ್ರೀನಿವಾಸ್, ಖಜಾಂಚಿ ಎಸ್.ಎನ್.ಶ್ರೀನಿವಾಸ್, ಜಿಲ್ಲಾ ಕಾರ್ಯಕಾರಿ ಸಮಿತಿ ಸದಸ್ಯರಾದ ಬಿ.ಎಸ್.ಸುರೇಶ್, ಮಾಜಿ ಅಧ್ಯಕ್ಷರು ಹಾಗೂ ಹಿರಿಯ ಪತ್ರಕರ್ತರಾದ ಕೋಲಾರದ ಎನ್.ಗೋಪಾಲ್, ಹಾಲಪ್ಪ, ನಾರಾಯಣಸ್ವಾಮಿ, ಬಾಬು, ರಂಗನಾಥ್ ಸೇರಿದಂತೆ ಮತ್ತಿತರರು ಉಪಸ್ಥಿತರಿದ್ದರು. bbox=[567, 964, 760, 1118]
